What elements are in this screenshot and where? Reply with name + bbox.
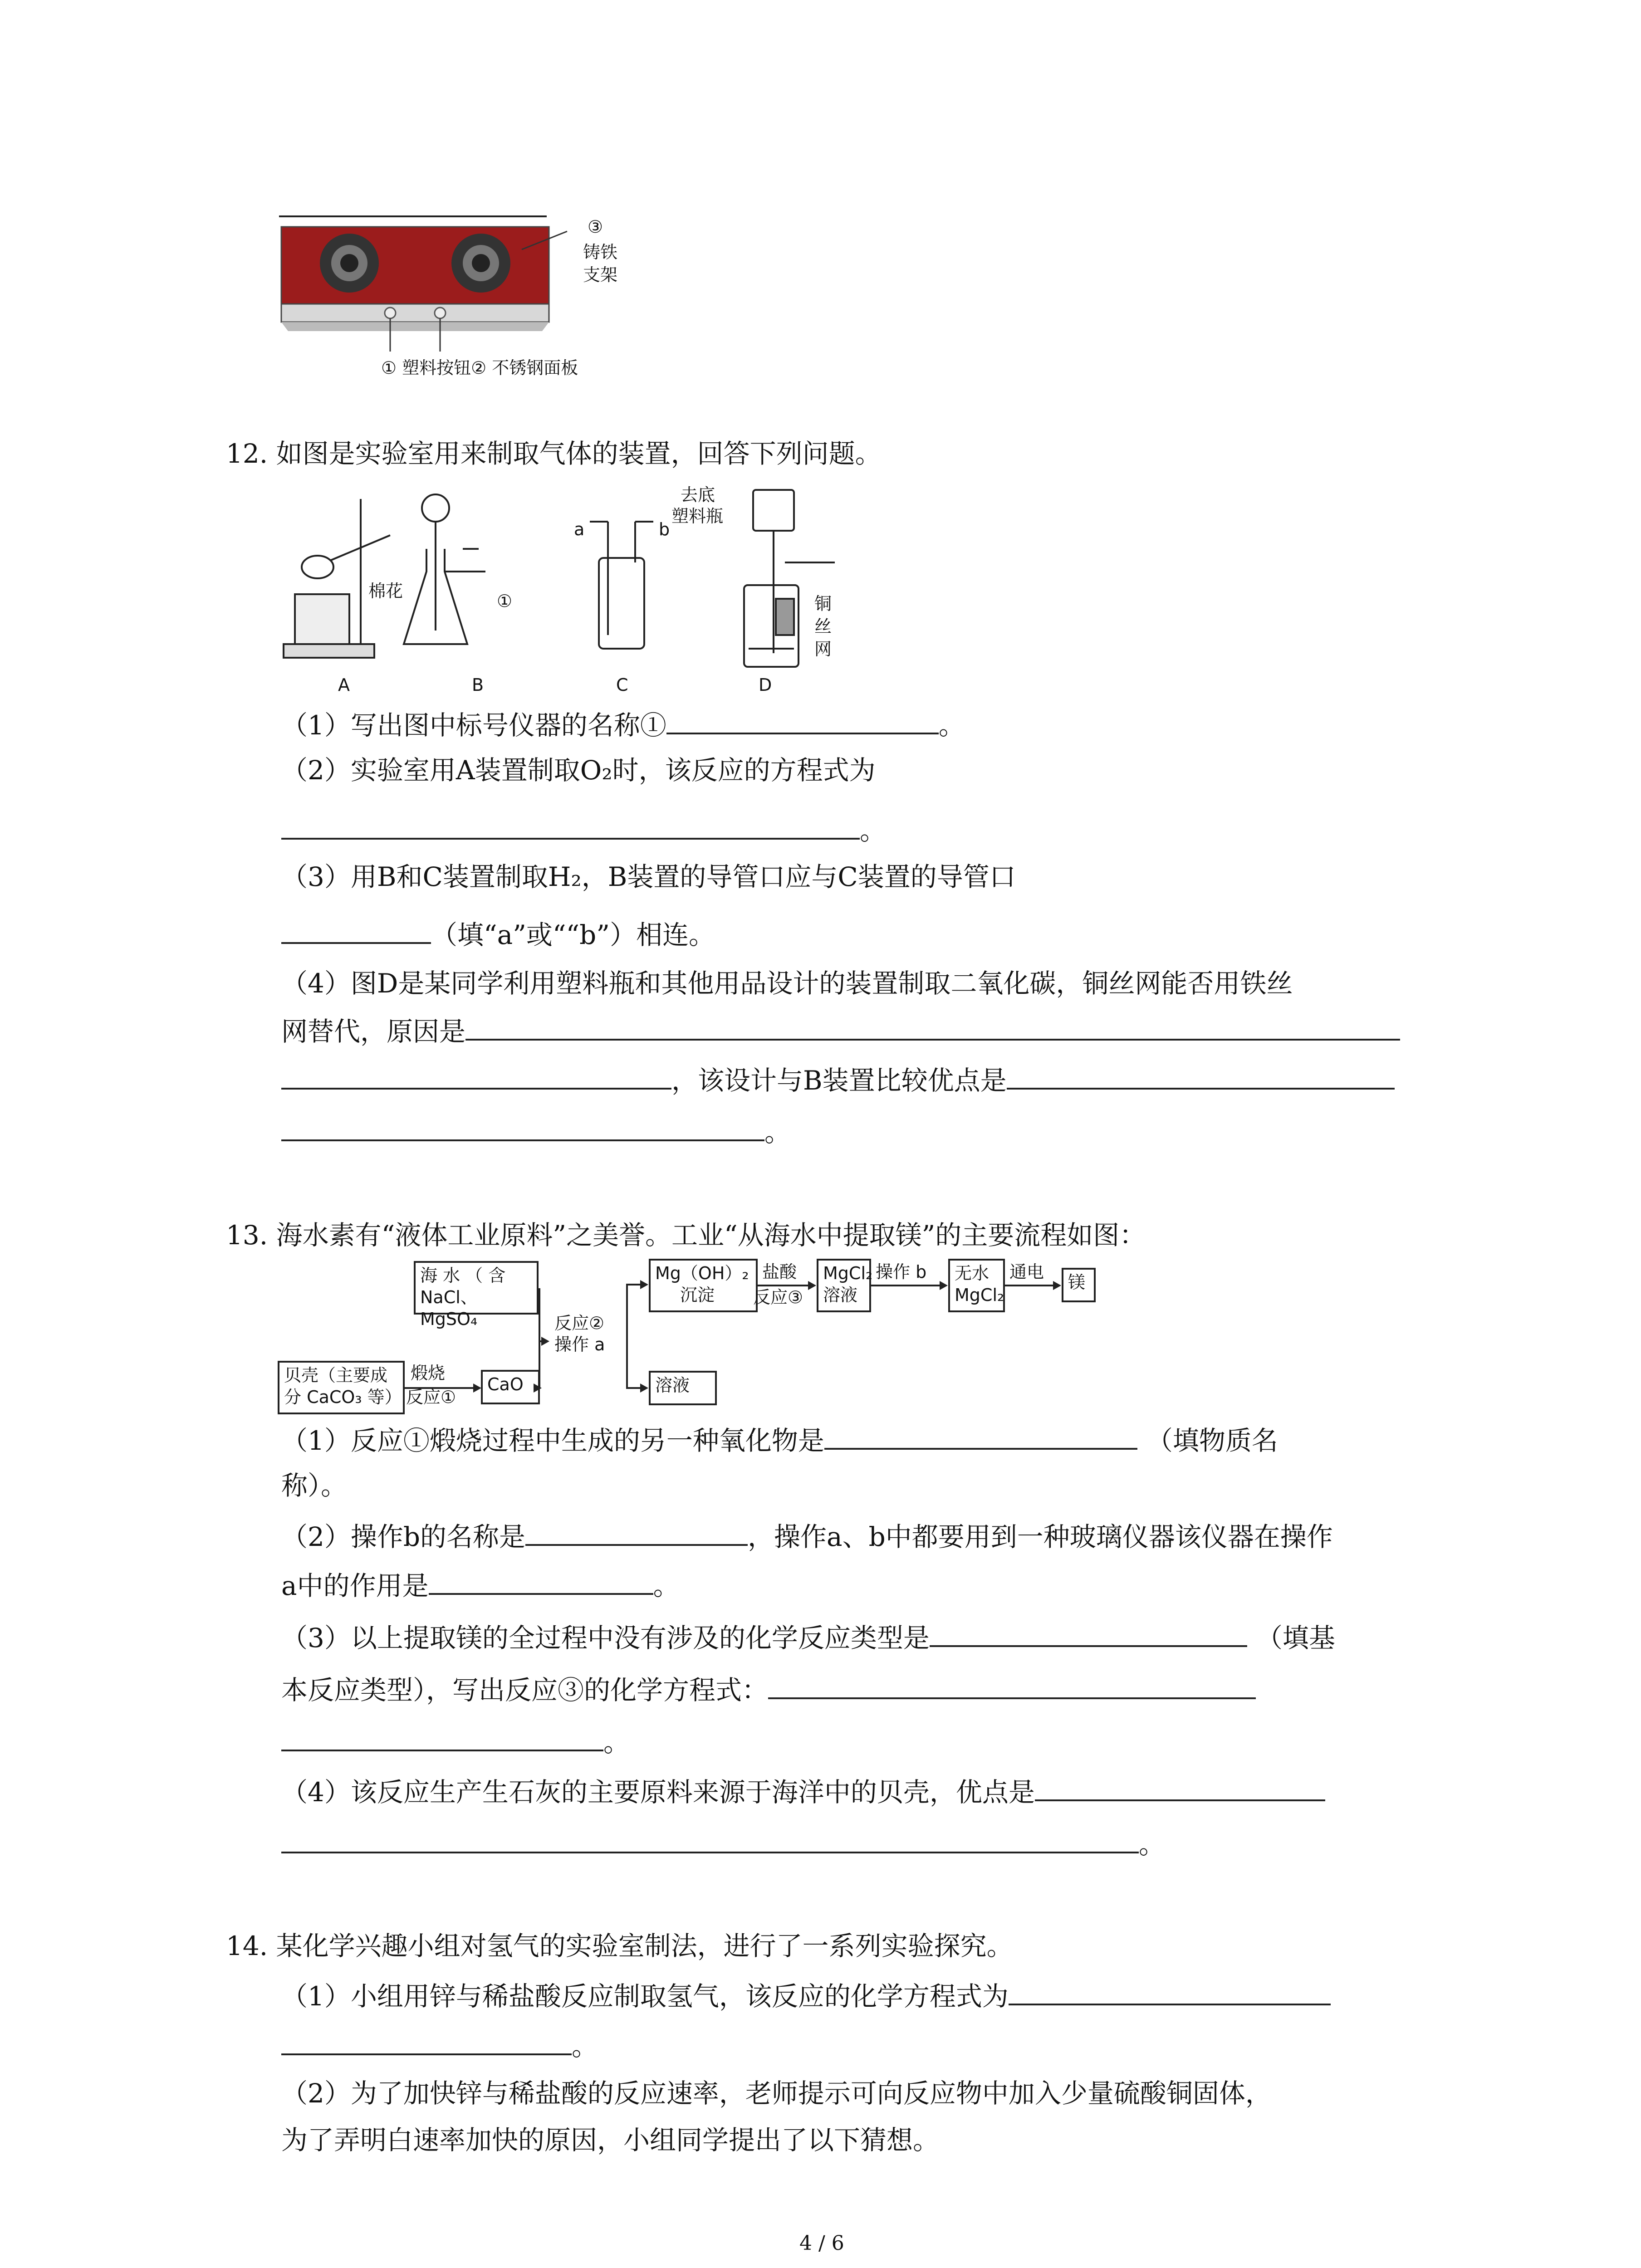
- q12-p1-blank[interactable]: [666, 709, 939, 734]
- flow-arrow-top: [626, 1284, 647, 1286]
- q14-p1: [281, 1980, 1331, 2012]
- q12-label-C: C: [616, 675, 628, 695]
- q13-p4: [281, 1776, 1325, 1808]
- q14-p2b: 为了弄明白速率加快的原因，小组同学提出了以下猜想。: [281, 2125, 940, 2156]
- q12-p3-blank[interactable]: [281, 919, 431, 944]
- q13-p1: [281, 1424, 1278, 1457]
- flow-seawater-2: NaCl、MgSO₄: [420, 1287, 478, 1329]
- q13-p3b: （填基: [1256, 1623, 1335, 1653]
- q12-p3b: （填“a”或““b”）相连。: [431, 919, 715, 950]
- q12-apparatus-figure: [277, 481, 867, 699]
- flow-cao: CaO: [487, 1374, 524, 1394]
- stove-label-support: 支架: [583, 265, 618, 285]
- flow-mgoh-box: [649, 1259, 758, 1312]
- q13-p2-text: （2）操作b的名称是: [281, 1521, 526, 1552]
- q12-p2: （2）实验室用A装置制取O₂时，该反应的方程式为: [281, 755, 876, 786]
- q13-p1b: （填物质名: [1146, 1425, 1278, 1456]
- q12-p1-text: （1）写出图中标号仪器的名称①: [281, 710, 666, 741]
- q12-label-A: A: [338, 675, 350, 695]
- flow-anhyd-1: 无水: [955, 1263, 989, 1283]
- q13-p2-blank1[interactable]: [525, 1520, 748, 1546]
- q13-p3: [281, 1622, 1335, 1654]
- q12-label-B: B: [472, 675, 484, 695]
- q13-p1-blank[interactable]: [824, 1424, 1137, 1450]
- q13-p2b: ，操作a、b中都要用到一种玻璃仪器该仪器在操作: [748, 1521, 1333, 1552]
- flow-solution: 溶液: [655, 1375, 690, 1395]
- q12-p2-answer: [281, 814, 886, 846]
- flow-op-b: 操作 b: [876, 1262, 927, 1282]
- flow-shell-2: 分 CaCO₃ 等）: [284, 1387, 402, 1407]
- flow-shell-box: [278, 1361, 405, 1414]
- q12-label-a: a: [574, 519, 585, 539]
- q13-p4-blank1[interactable]: [1035, 1776, 1325, 1801]
- q13-p3-line3: [281, 1726, 630, 1758]
- q14-p1-end: 。: [572, 2031, 598, 2062]
- q13-p4-end: 。: [1139, 1829, 1166, 1860]
- q13-p2-blank2[interactable]: [429, 1569, 653, 1595]
- q13-p3-blank1[interactable]: [930, 1622, 1247, 1647]
- flow-seawater-1: 海 水 （ 含: [420, 1266, 506, 1286]
- q12-p4-blank3[interactable]: [1007, 1064, 1395, 1090]
- flow-mgcl-box: [817, 1259, 871, 1312]
- q12-p2-end: 。: [860, 815, 887, 846]
- q12-p1: [281, 709, 965, 741]
- q12-p3-answer: [281, 919, 715, 951]
- q12-label-D: D: [759, 675, 772, 695]
- q13-title: 13. 海水素有“液体工业原料”之美誉。工业“从海水中提取镁”的主要流程如图：: [226, 1220, 1146, 1251]
- flow-mg: 镁: [1068, 1272, 1086, 1292]
- flow-arrow-hcl: [758, 1285, 814, 1286]
- q13-p1c: 称）。: [281, 1470, 348, 1501]
- q12-p4b: 网替代，原因是: [281, 1016, 466, 1047]
- flow-arrow-bottom: [626, 1387, 647, 1389]
- q13-p2c: a中的作用是: [281, 1570, 429, 1601]
- flow-electric: 通电: [1009, 1262, 1044, 1282]
- q12-label-mesh3: 网: [814, 639, 832, 659]
- q13-p4-line2: [281, 1828, 1165, 1860]
- stove-label-bottom: ① 塑料按钮② 不锈钢面板: [381, 358, 578, 378]
- flow-mgoh-1: Mg（OH）₂: [655, 1263, 749, 1283]
- q12-label-mesh2: 丝: [814, 616, 832, 636]
- stove-label-cast-iron: 铸铁: [583, 242, 618, 262]
- q12-p4-end: 。: [764, 1117, 791, 1148]
- flow-mg-box: [1062, 1268, 1096, 1302]
- q13-p2-end: 。: [653, 1570, 680, 1601]
- flow-mgcl-1: MgCl₂: [823, 1263, 873, 1283]
- stove-label-3: ③: [588, 217, 603, 237]
- q14-title: 14. 某化学兴趣小组对氢气的实验室制法，进行了一系列实验探究。: [226, 1931, 1013, 1961]
- q13-p4-blank2[interactable]: [281, 1828, 1139, 1853]
- q13-p3-line2: [281, 1674, 1256, 1706]
- flow-vline-right: [626, 1284, 628, 1388]
- q13-p3-blank3[interactable]: [281, 1726, 603, 1751]
- flow-cao-box: [481, 1370, 540, 1404]
- flow-arrow-electric: [1005, 1285, 1059, 1286]
- flow-mgcl-2: 溶液: [823, 1285, 858, 1305]
- top-answer-line: [279, 215, 547, 217]
- flow-vline-left: [539, 1288, 540, 1388]
- q12-p4: （4）图D是某同学利用塑料瓶和其他用品设计的装置制取二氧化碳，铜丝网能否用铁丝: [281, 968, 1293, 999]
- q12-p4-blank4[interactable]: [281, 1116, 764, 1141]
- flow-solution-box: [649, 1371, 717, 1405]
- flow-anhyd-box: [948, 1259, 1005, 1312]
- flow-anhyd-2: MgCl₂: [955, 1285, 1004, 1305]
- q13-p1-text: （1）反应①煅烧过程中生成的另一种氧化物是: [281, 1425, 824, 1456]
- q13-p3c: 本反应类型），写出反应③的化学方程式：: [281, 1675, 769, 1706]
- q12-p3: （3）用B和C装置制取H₂，B装置的导管口应与C装置的导管口: [281, 861, 1016, 892]
- flow-hcl: 盐酸: [762, 1262, 797, 1282]
- flow-react1: 反应①: [406, 1387, 456, 1407]
- q12-label-1: ①: [497, 591, 513, 611]
- q12-label-bottle: 去底: [681, 485, 715, 505]
- q12-p4c: ，该设计与B装置比较优点是: [671, 1065, 1007, 1096]
- flow-mgoh-2: 沉淀: [680, 1285, 715, 1305]
- q12-p2-blank[interactable]: [281, 814, 860, 840]
- q12-p4-line4: [281, 1116, 791, 1148]
- page-number: 4 / 6: [799, 2232, 844, 2255]
- flow-react2: 反应②: [554, 1313, 605, 1333]
- q12-p1-end: 。: [938, 710, 965, 741]
- q12-label-bottle2: 塑料瓶: [671, 506, 724, 526]
- q12-p4-line2: [281, 1015, 1400, 1047]
- q14-p2: （2）为了加快锌与稀盐酸的反应速率，老师提示可向反应物中加入少量硫酸铜固体，: [281, 2078, 1272, 2109]
- q14-p1-blank2[interactable]: [281, 2030, 572, 2055]
- flow-arrow-1: [405, 1387, 480, 1389]
- q12-title: 12. 如图是实验室用来制取气体的装置，回答下列问题。: [226, 438, 882, 469]
- q14-p1-blank1[interactable]: [1009, 1980, 1331, 2005]
- q12-label-mesh1: 铜: [814, 594, 832, 614]
- q12-p4-blank2[interactable]: [281, 1064, 671, 1090]
- q14-p1-line2: [281, 2030, 598, 2062]
- flow-seawater-box: [414, 1261, 539, 1329]
- q13-p4-text: （4）该反应生产生石灰的主要原料来源于海洋中的贝壳，优点是: [281, 1777, 1035, 1808]
- q12-label-cotton: 棉花: [368, 581, 403, 601]
- flow-arrow-opb: [871, 1285, 946, 1286]
- flow-arrow-mid: [539, 1340, 548, 1342]
- flow-react3: 反应③: [753, 1287, 803, 1307]
- flow-op-a: 操作 a: [554, 1334, 605, 1354]
- q12-p4-blank1[interactable]: [465, 1015, 1400, 1041]
- q12-p4-line3: [281, 1064, 1395, 1096]
- q13-p3-blank2[interactable]: [768, 1674, 1256, 1699]
- q13-p3-text: （3）以上提取镁的全过程中没有涉及的化学反应类型是: [281, 1623, 930, 1653]
- q13-p3-end: 。: [603, 1727, 630, 1758]
- q13-p2-line2: [281, 1569, 680, 1602]
- q13-p2: [281, 1520, 1333, 1553]
- flow-calcine: 煅烧: [411, 1363, 446, 1383]
- q12-label-b: b: [659, 519, 670, 539]
- flow-shell-1: 贝壳（主要成: [284, 1365, 388, 1385]
- q14-p1-text: （1）小组用锌与稀盐酸反应制取氢气，该反应的化学方程式为: [281, 1981, 1009, 2012]
